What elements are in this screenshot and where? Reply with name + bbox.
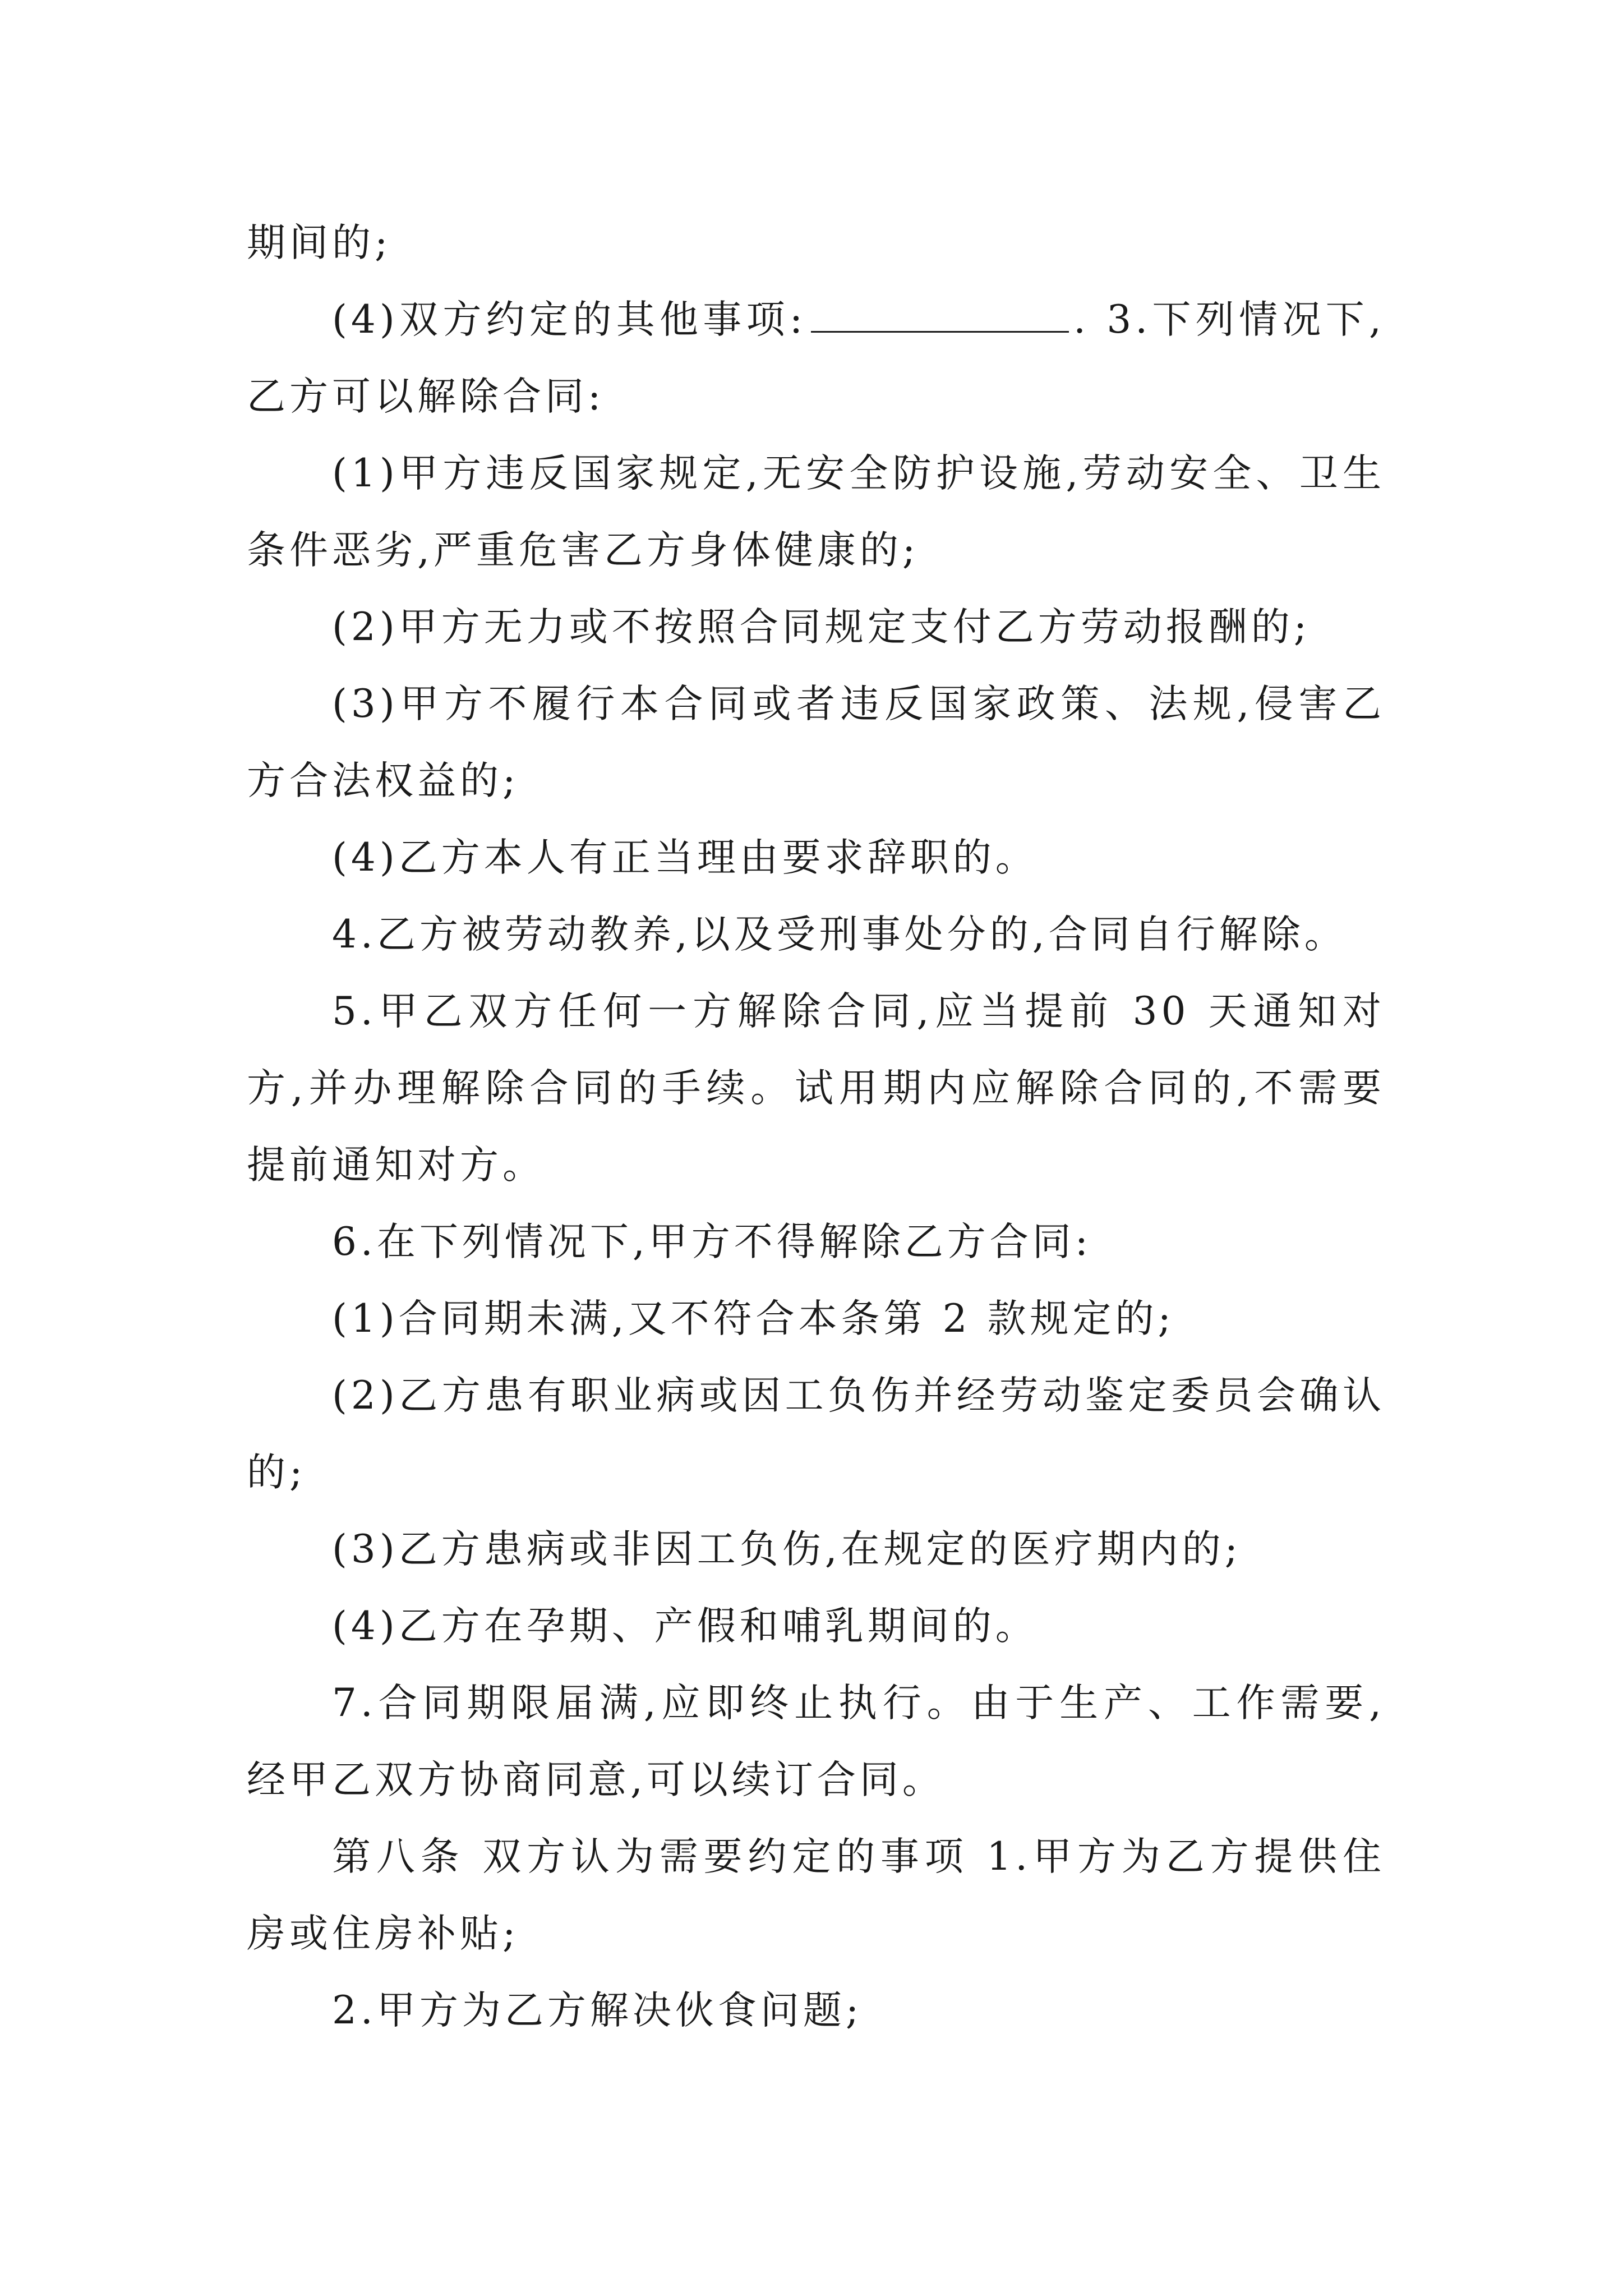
paragraph-10 <box>247 1281 1385 1358</box>
paragraph-text: 7.合同期限届满,应即终止执行。由于生产、工作需要,经甲乙双方协商同意,可以续订合同。 <box>247 1681 1385 1802</box>
paragraph-text: (3)甲方不履行本合同或者违反国家政策、法规,侵害乙方合法权益的; <box>247 682 1385 803</box>
paragraph-text: 5.甲乙双方任何一方解除合同,应当提前 30 天通知对方,并办理解除合同的手续。试用期内应解除合同的,不需要提前通知对方。 <box>247 989 1385 1188</box>
paragraph-text: (4)乙方在孕期、产假和哺乳期间的。 <box>332 1604 1038 1649</box>
paragraph-12 <box>247 1511 1385 1588</box>
paragraph-text: (2)甲方无力或不按照合同规定支付乙方劳动报酬的; <box>332 605 1311 650</box>
paragraph-4 <box>247 589 1385 666</box>
paragraph-text: (4)双方约定的其他事项: <box>332 297 807 342</box>
paragraph-15 <box>247 1819 1385 1972</box>
document-body <box>247 205 1385 2049</box>
paragraph-7 <box>247 896 1385 973</box>
paragraph-16 <box>247 1972 1385 2049</box>
paragraph-text-after: . 3.下列情况下,乙方可以解除合同: <box>247 297 1385 419</box>
paragraph-1 <box>247 205 1385 282</box>
paragraph-text: (3)乙方患病或非因工负伤,在规定的医疗期内的; <box>332 1527 1242 1572</box>
paragraph-9 <box>247 1204 1385 1281</box>
paragraph-8 <box>247 973 1385 1204</box>
paragraph-text: 第八条 双方认为需要约定的事项 1.甲方为乙方提供住房或住房补贴; <box>247 1834 1385 1956</box>
paragraph-14 <box>247 1665 1385 1819</box>
paragraph-2 <box>247 282 1385 435</box>
paragraph-3 <box>247 435 1385 589</box>
paragraph-text: 6.在下列情况下,甲方不得解除乙方合同: <box>332 1220 1092 1264</box>
paragraph-text: 2.甲方为乙方解决伙食问题; <box>332 1988 863 2033</box>
paragraph-text: 期间的; <box>247 220 392 265</box>
paragraph-text: (4)乙方本人有正当理由要求辞职的。 <box>332 835 1038 880</box>
fill-in-blank <box>811 303 1069 333</box>
paragraph-text: (1)合同期未满,又不符合本条第 2 款规定的; <box>332 1296 1175 1341</box>
paragraph-text: 4.乙方被劳动教养,以及受刑事处分的,合同自行解除。 <box>332 912 1347 957</box>
paragraph-11 <box>247 1358 1385 1511</box>
paragraph-text: (2)乙方患有职业病或因工负伤并经劳动鉴定委员会确认的; <box>247 1373 1385 1495</box>
paragraph-5 <box>247 666 1385 820</box>
paragraph-13 <box>247 1588 1385 1665</box>
paragraph-text: (1)甲方违反国家规定,无安全防护设施,劳动安全、卫生条件恶劣,严重危害乙方身体健康的; <box>247 451 1385 573</box>
paragraph-6 <box>247 820 1385 896</box>
